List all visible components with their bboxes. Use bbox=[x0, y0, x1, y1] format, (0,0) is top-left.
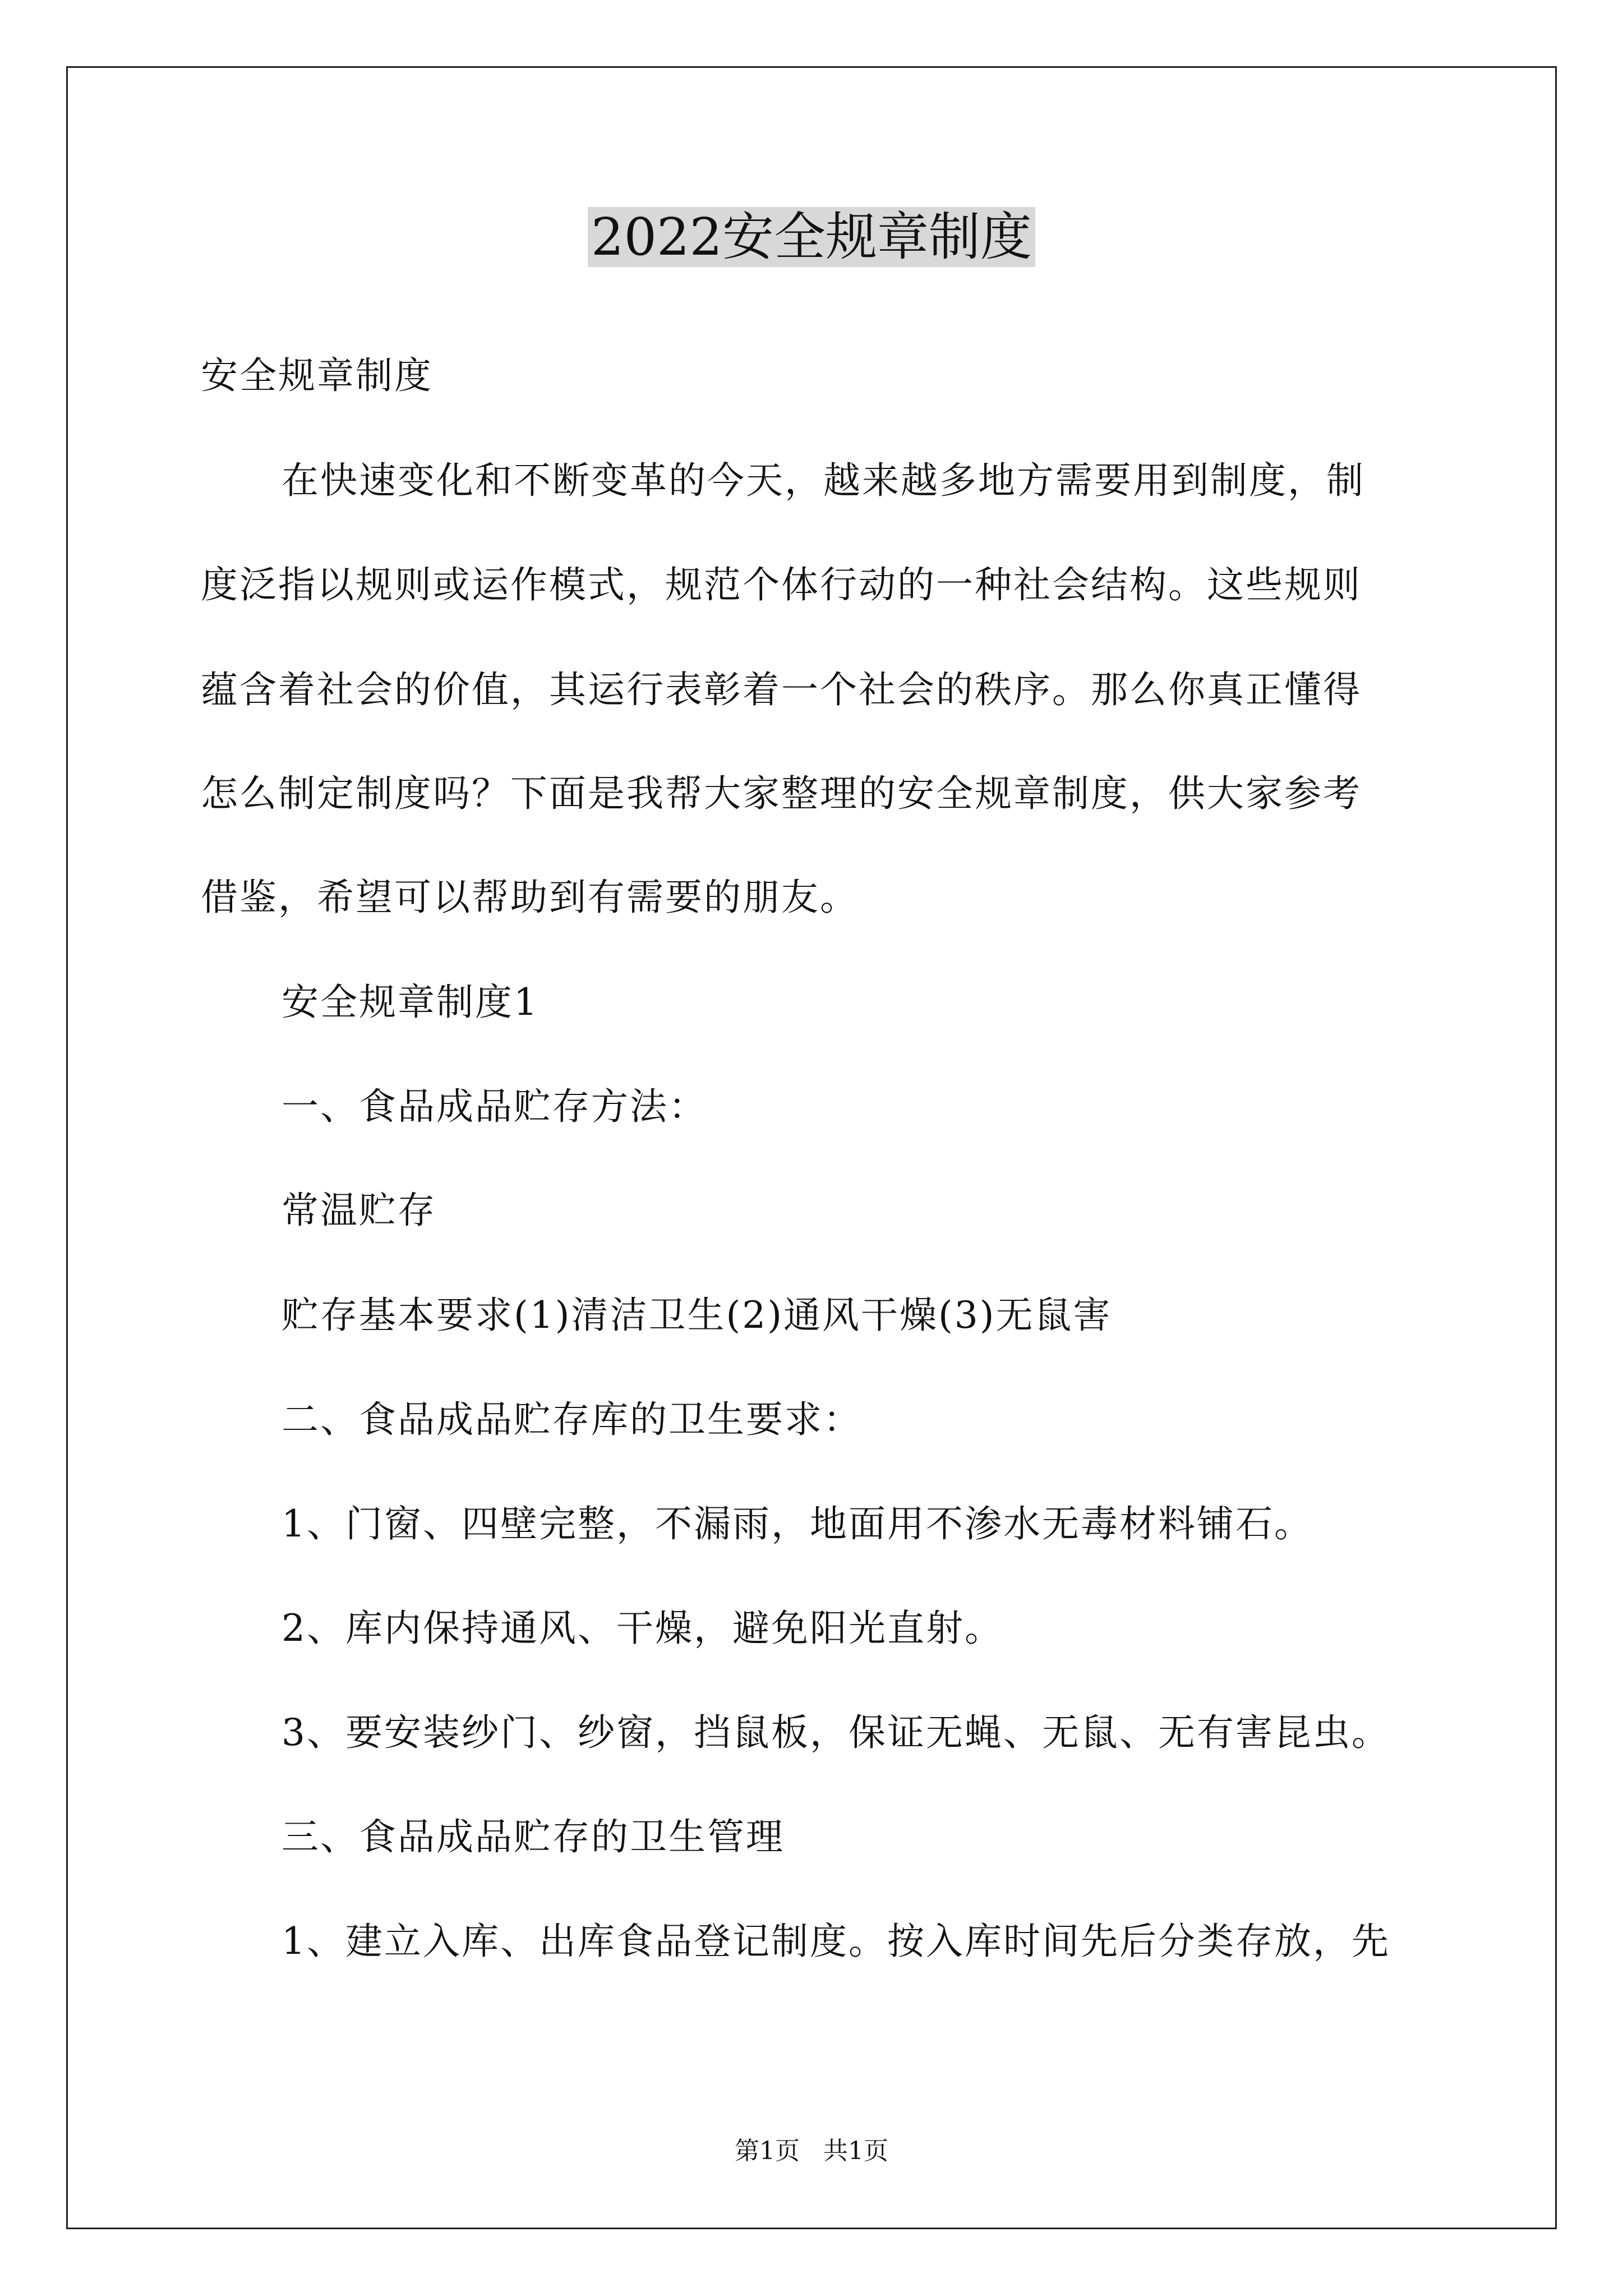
document-title-text: 2022安全规章制度 bbox=[588, 207, 1035, 267]
item-1-requirements: 贮存基本要求(1)清洁卫生(2)通风干燥(3)无鼠害 bbox=[282, 1294, 1112, 1337]
intro-line-4: 怎么制定制度吗？下面是我帮大家整理的安全规章制度，供大家参考 bbox=[201, 772, 1362, 815]
document-heading: 安全规章制度 bbox=[201, 354, 433, 397]
item-1-sub: 常温贮存 bbox=[282, 1189, 436, 1232]
intro-line-1: 在快速变化和不断变革的今天，越来越多地方需要用到制度，制 bbox=[282, 459, 1365, 502]
document-title bbox=[0, 201, 1623, 274]
item-1-heading: 一、食品成品贮存方法： bbox=[282, 1085, 707, 1128]
item-3-heading: 三、食品成品贮存的卫生管理 bbox=[282, 1815, 785, 1858]
intro-line-3: 蕴含着社会的价值，其运行表彰着一个社会的秩序。那么你真正懂得 bbox=[201, 668, 1362, 711]
section-title: 安全规章制度1 bbox=[282, 981, 539, 1024]
intro-line-5: 借鉴，希望可以帮助到有需要的朋友。 bbox=[201, 876, 859, 919]
intro-line-2: 度泛指以规则或运作模式，规范个体行动的一种社会结构。这些规则 bbox=[201, 563, 1362, 606]
page-footer: 第1页 共1页 bbox=[735, 2137, 888, 2165]
item-3-point-1: 1、建立入库、出库食品登记制度。按入库时间先后分类存放，先 bbox=[282, 1920, 1390, 1963]
item-2-point-2: 2、库内保持通风、干燥，避免阳光直射。 bbox=[282, 1607, 1003, 1650]
item-2-point-1: 1、门窗、四壁完整，不漏雨，地面用不渗水无毒材料铺石。 bbox=[282, 1502, 1313, 1545]
item-2-heading: 二、食品成品贮存库的卫生要求： bbox=[282, 1398, 862, 1441]
item-2-point-3: 3、要安装纱门、纱窗，挡鼠板，保证无蝇、无鼠、无有害昆虫。 bbox=[282, 1711, 1390, 1754]
